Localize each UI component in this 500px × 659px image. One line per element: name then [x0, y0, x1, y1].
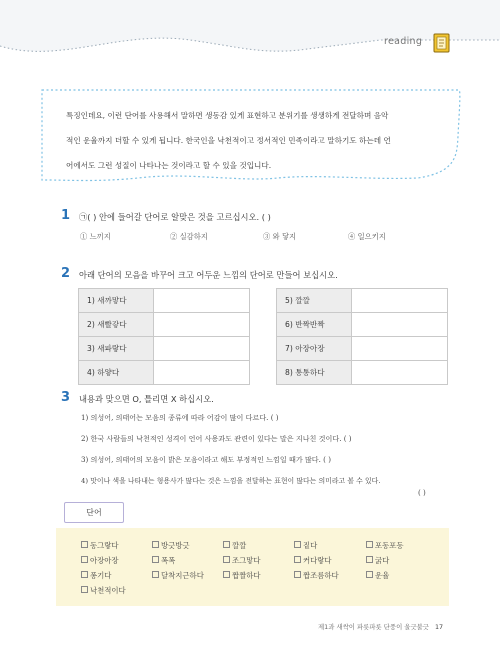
answer-cell[interactable] — [154, 337, 250, 361]
chapter-title: 제1과 새싹이 파릇파릇 단풍이 울긋불긋 — [318, 623, 429, 631]
answer-parentheses[interactable]: ( ) — [418, 488, 426, 497]
answer-cell[interactable] — [154, 361, 250, 385]
question-3-number: 3 — [61, 390, 71, 405]
word-cell: 4) 하얗다 — [79, 361, 154, 385]
answer-cell[interactable] — [154, 313, 250, 337]
passage-line: 어에서도 그런 성질이 나타나는 것이라고 할 수 있을 것입니다. — [66, 161, 272, 170]
vocab-word: 커다랗다 — [294, 555, 332, 566]
vocab-word: 포동포동 — [366, 540, 404, 551]
question-1-option[interactable]: ① 느끼지 — [80, 232, 111, 241]
answer-cell[interactable] — [352, 337, 448, 361]
question-3-statement: 1) 의성어, 의태어는 모음의 종류에 따라 어감이 많이 다르다. ( ) — [81, 413, 279, 422]
page-footer — [318, 622, 443, 631]
vocab-word: 폭폭 — [152, 555, 175, 566]
word-cell: 8) 통통하다 — [277, 361, 352, 385]
answer-cell[interactable] — [352, 289, 448, 313]
book-icon — [433, 32, 451, 54]
word-table-left — [78, 288, 250, 385]
answer-cell[interactable] — [154, 289, 250, 313]
question-1-option[interactable]: ② 실감하지 — [170, 232, 208, 241]
answer-cell[interactable] — [352, 313, 448, 337]
vocab-word: 방긋방긋 — [152, 540, 190, 551]
question-1-option[interactable]: ④ 일으키지 — [348, 232, 386, 241]
word-cell: 1) 새까맣다 — [79, 289, 154, 313]
word-table-right — [276, 288, 448, 385]
vocab-label: 단어 — [64, 502, 124, 523]
question-3-prompt: 내용과 맞으면 O, 틀리면 X 하십시오. — [79, 394, 214, 404]
checkbox-icon — [152, 556, 159, 563]
question-2-prompt: 아래 단어의 모음을 바꾸어 크고 어두운 느낌의 단어로 만들어 보십시오. — [79, 270, 338, 280]
checkbox-icon — [366, 541, 373, 548]
vocab-word: 짙다 — [294, 540, 317, 551]
checkbox-icon — [81, 586, 88, 593]
page-number: 17 — [434, 623, 444, 631]
word-cell: 5) 깔깔 — [277, 289, 352, 313]
vocab-word: 달착지근하다 — [152, 570, 204, 581]
section-tag: reading — [384, 36, 423, 47]
vocab-word: 깔깔 — [223, 540, 246, 551]
checkbox-icon — [294, 556, 301, 563]
checkbox-icon — [366, 556, 373, 563]
word-cell: 7) 아장아장 — [277, 337, 352, 361]
word-cell: 2) 새빨갛다 — [79, 313, 154, 337]
checkbox-icon — [294, 571, 301, 578]
passage — [66, 103, 446, 178]
vocab-word: 운율 — [366, 570, 389, 581]
question-3-statement: 3) 의성어, 의태어의 모음이 밝은 모음이라고 해도 부정적인 느낌일 때가 많다. ( ) — [81, 455, 331, 464]
question-2-number: 2 — [61, 266, 71, 281]
checkbox-icon — [294, 541, 301, 548]
checkbox-icon — [81, 556, 88, 563]
word-cell: 3) 새파랗다 — [79, 337, 154, 361]
vocab-word: 낙천적이다 — [81, 585, 126, 596]
question-1-number: 1 — [61, 208, 71, 223]
checkbox-icon — [81, 541, 88, 548]
checkbox-icon — [223, 571, 230, 578]
vocab-word: 퐁기다 — [81, 570, 111, 581]
vocab-word: 짭짤하다 — [223, 570, 261, 581]
checkbox-icon — [223, 541, 230, 548]
checkbox-icon — [366, 571, 373, 578]
answer-cell[interactable] — [352, 361, 448, 385]
question-3-statement: 2) 한국 사람들의 낙천적인 성격이 언어 사용과도 관련이 있다는 말은 지나친 것이다. ( ) — [81, 434, 352, 443]
vocab-word: 굵다 — [366, 555, 389, 566]
header-wave-decoration — [0, 0, 500, 80]
word-cell: 6) 반짝반짝 — [277, 313, 352, 337]
question-1-option[interactable]: ③ 와 닿지 — [263, 232, 297, 241]
vocab-word: 짭조름하다 — [294, 570, 339, 581]
question-3-statement: 4) 맛이나 색을 나타내는 형용사가 많다는 것은 느낌을 전달하는 표현이 많다는 의미라고 볼 수 있다. — [81, 477, 381, 485]
vocab-word: 조그맣다 — [223, 555, 261, 566]
vocab-word: 아장아장 — [81, 555, 119, 566]
checkbox-icon — [152, 541, 159, 548]
passage-line: 특징인데요, 이런 단어를 사용해서 말하면 생동감 있게 표현하고 분위기를 생생하게 전달하며 음악 — [66, 111, 389, 120]
question-1-prompt: ㉠( ) 안에 들어갈 단어로 알맞은 것을 고르십시오. ( ) — [79, 212, 271, 222]
checkbox-icon — [152, 571, 159, 578]
checkbox-icon — [223, 556, 230, 563]
passage-line: 적인 운율까지 더할 수 있게 됩니다. 한국인을 낙천적이고 정서적인 민족이라고 말하기도 하는데 언 — [66, 136, 391, 145]
vocab-word: 동그랗다 — [81, 540, 119, 551]
checkbox-icon — [81, 571, 88, 578]
